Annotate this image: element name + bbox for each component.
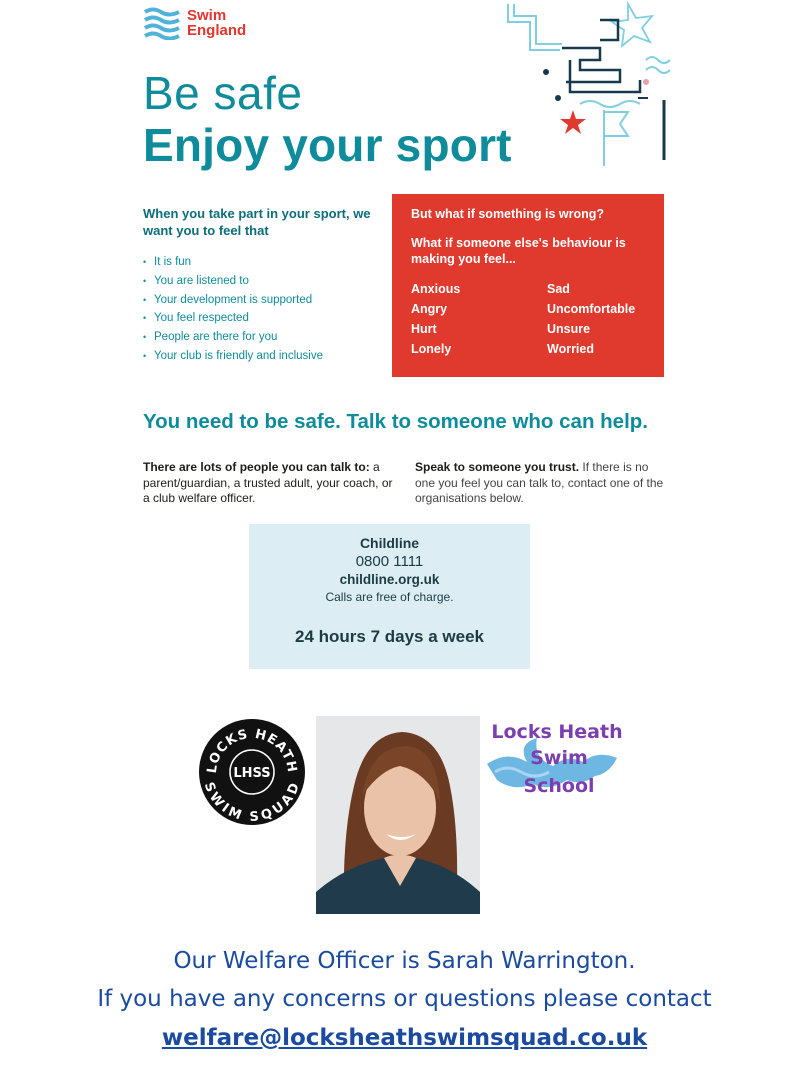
question-1: But what if something is wrong? xyxy=(411,207,605,221)
feeling-word: Angry xyxy=(411,302,448,316)
talk-left-bold: There are lots of people you can talk to: xyxy=(143,460,370,474)
something-wrong-box xyxy=(392,194,664,377)
list-item: • It is fun xyxy=(143,253,383,272)
feeling-word: Worried xyxy=(547,342,594,356)
swim-school-logo xyxy=(487,714,627,808)
childline-website: childline.org.uk xyxy=(339,572,440,587)
list-item: • Your club is friendly and inclusive xyxy=(143,347,383,366)
pool-decoration-graphic xyxy=(500,0,672,172)
feeling-word: Anxious xyxy=(411,282,461,296)
safe-heading: You need to be safe. Talk to someone who can help. xyxy=(143,410,648,433)
swim-england-logo xyxy=(143,6,246,40)
bullet-list xyxy=(143,253,383,366)
welfare-email-link[interactable]: welfare@locksheathswimsquad.co.uk xyxy=(161,1025,648,1051)
lhss-center-text: LHSS xyxy=(233,766,271,781)
lhss-top-text: LOCKS HEATH xyxy=(204,726,300,775)
lhss-badge-logo xyxy=(198,718,306,826)
swim-england-wave-icon xyxy=(143,6,181,40)
feelings-list-section xyxy=(143,205,383,366)
feeling-word: Unsure xyxy=(547,322,591,336)
feelings-grid xyxy=(411,281,645,357)
welfare-officer-line: Our Welfare Officer is Sarah Warrington. xyxy=(173,948,636,974)
feeling-word: Sad xyxy=(547,282,570,296)
question-2: What if someone else's behaviour is making you feel... xyxy=(411,236,626,266)
list-item: • You are listened to xyxy=(143,272,383,291)
feeling-word: Uncomfortable xyxy=(547,302,636,316)
list-item: • Your development is supported xyxy=(143,291,383,310)
talk-left-rest: a parent/guardian, a trusted adult, your coach, or a club welfare officer. xyxy=(143,460,393,505)
school-line2: Swim xyxy=(530,747,588,769)
school-line1: Locks Heath xyxy=(491,721,623,743)
childline-note: Calls are free of charge. xyxy=(325,590,454,604)
welfare-officer-photo xyxy=(316,716,480,914)
talk-right-rest: If there is no one you feel you can talk to, contact one of the organisations below. xyxy=(415,460,664,505)
brand-line2: England xyxy=(187,22,247,39)
intro-text: When you take part in your sport, we want you to feel that xyxy=(143,206,371,238)
childline-phone: 0800 1111 xyxy=(355,553,424,570)
contact-line: If you have any concerns or questions please contact xyxy=(97,986,712,1012)
childline-box xyxy=(249,524,530,669)
school-line3: School xyxy=(523,775,595,797)
talk-right-bold: Speak to someone you trust. xyxy=(415,460,580,474)
title-line1: Be safe xyxy=(143,67,303,119)
lhss-bottom-text: SWIM SQUAD xyxy=(200,780,304,826)
talk-right-paragraph xyxy=(415,460,670,507)
talk-left-paragraph xyxy=(143,460,393,507)
list-item: • You feel respected xyxy=(143,309,383,328)
childline-hours: 24 hours 7 days a week xyxy=(295,627,484,646)
title-line2: Enjoy your sport xyxy=(143,119,512,171)
brand-line1: Swim xyxy=(187,7,227,24)
list-item: • People are there for you xyxy=(143,328,383,347)
feeling-word: Hurt xyxy=(411,322,437,336)
childline-name: Childline xyxy=(359,535,420,551)
feeling-word: Lonely xyxy=(411,342,452,356)
